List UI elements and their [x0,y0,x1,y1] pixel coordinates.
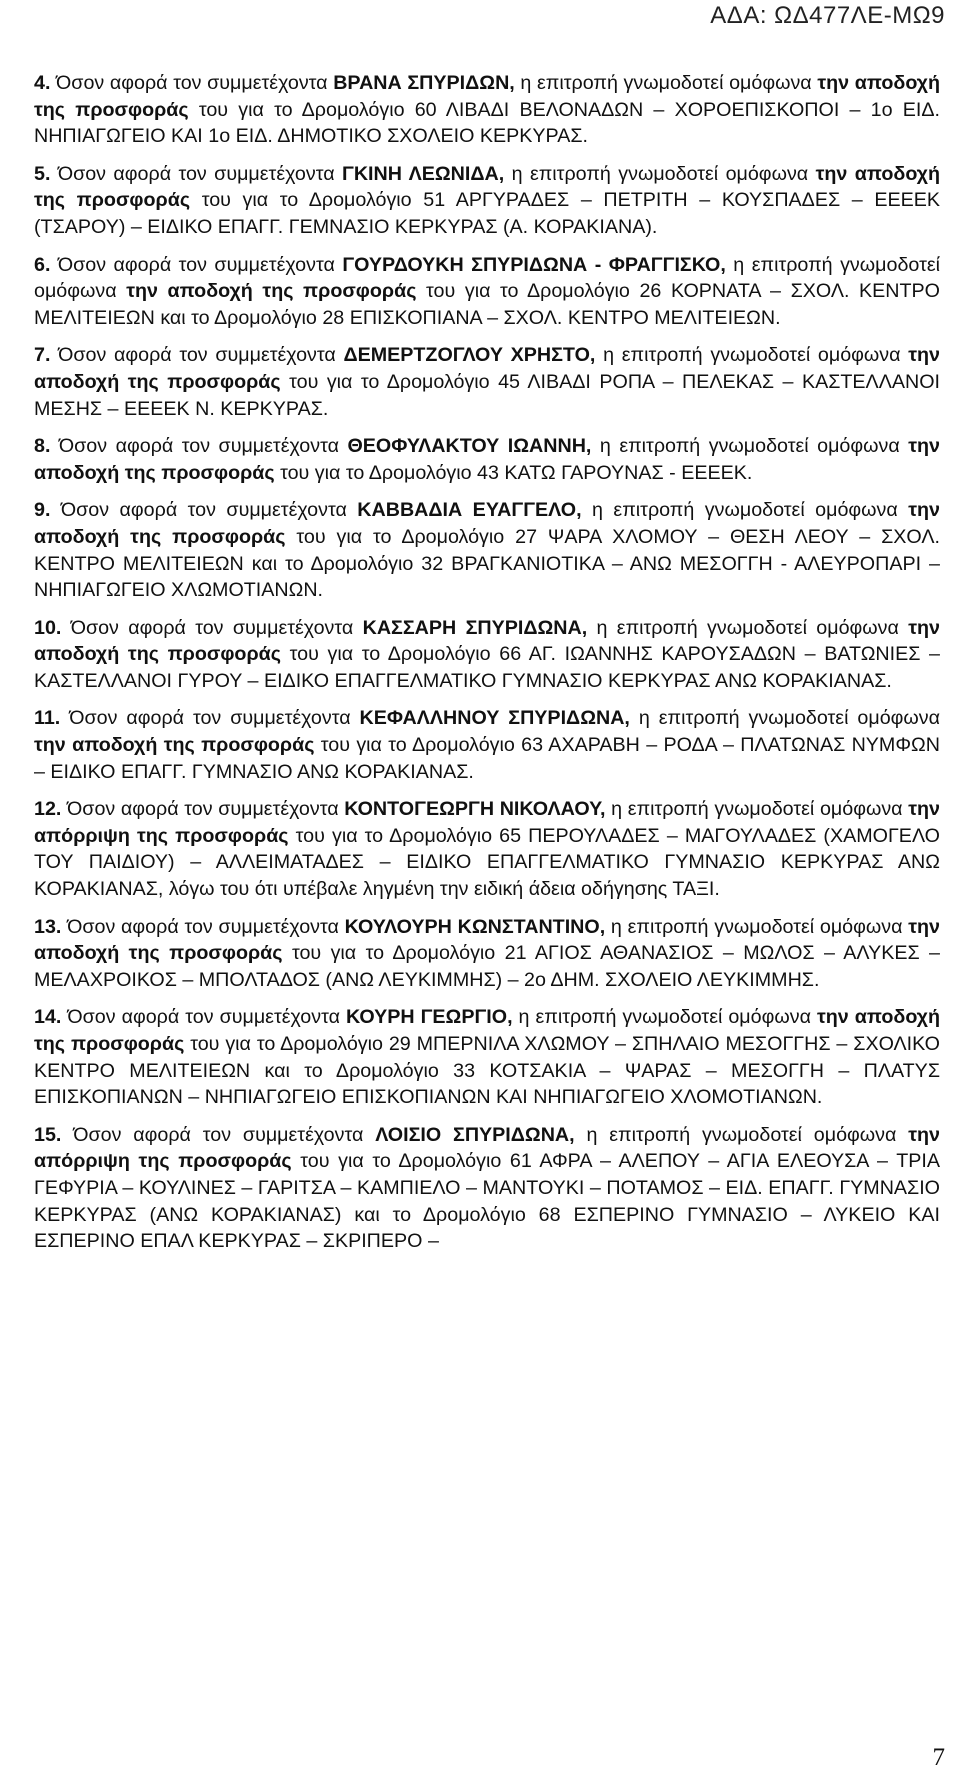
document-body [34,70,940,1266]
list-item: 6. Όσον αφορά τον συμμετέχοντα ΓΟΥΡΔΟΥΚΗ ΣΠΥΡΙΔΩΝΑ - ΦΡΑΓΓΙΣΚΟ, η επιτροπή γνωμοδοτεί ομόφωνα την αποδοχή της προσφοράς του για το Δρομολόγιο 26 ΚΟΡΝΑΤΑ – ΣΧΟΛ. ΚΕΝΤΡΟ ΜΕΛΙΤΕΙΕΩΝ και το Δρομολόγιο 28 ΕΠΙΣΚΟΠΙΑΝΑ – ΣΧΟΛ. ΚΕΝΤΡΟ ΜΕΛΙΤΕΙΕΩΝ. [34,253,940,329]
list-item: 14. Όσον αφορά τον συμμετέχοντα ΚΟΥΡΗ ΓΕΩΡΓΙΟ, η επιτροπή γνωμοδοτεί ομόφωνα την αποδοχή της προσφοράς του για το Δρομολόγιο 29 ΜΠΕΡΝΙΛΑ ΧΛΩΜΟΥ – ΣΠΗΛΑΙΟ ΜΕΣΟΓΓΗΣ – ΣΧΟΛΙΚΟ ΚΕΝΤΡΟ ΜΕΛΙΤΕΙΕΩΝ και το Δρομολόγιο 33 ΚΟΤΣΑΚΙΑ – ΨΑΡΑΣ – ΜΕΣΟΓΓΗ – ΠΛΑΤΥΣ ΕΠΙΣΚΟΠΙΑΝΩΝ – ΝΗΠΙΑΓΩΓΕΙΟ ΕΠΙΣΚΟΠΙΑΝΩΝ ΚΑΙ ΝΗΠΙΑΓΩΓΕΙΟ ΧΛΟΜΟΤΙΑΝΩΝ. [34,1006,941,1109]
list-item: 7. Όσον αφορά τον συμμετέχοντα ΔΕΜΕΡΤΖΟΓΛΟΥ ΧΡΗΣΤΟ, η επιτροπή γνωμοδοτεί ομόφωνα την αποδοχή της προσφοράς του για το Δρομολόγιο 45 ΛΙΒΑΔΙ ΡΟΠΑ – ΠΕΛΕΚΑΣ – ΚΑΣΤΕΛΛΑΝΟΙ ΜΕΣΗΣ – ΕΕΕΕΚ Ν. ΚΕΡΚΥΡΑΣ. [34,344,940,420]
ada-code: ΑΔΑ: ΩΔ477ΛΕ-ΜΩ9 [710,2,945,29]
list-item: 9. Όσον αφορά τον συμμετέχοντα ΚΑΒΒΑΔΙΑ ΕΥΑΓΓΕΛΟ, η επιτροπή γνωμοδοτεί ομόφωνα την αποδοχή της προσφοράς του για το Δρομολόγιο 27 ΨΑΡΑ ΧΛΟΜΟΥ – ΘΕΣΗ ΛΕΟΥ – ΣΧΟΛ. ΚΕΝΤΡΟ ΜΕΛΙΤΕΙΕΩΝ και το Δρομολόγιο 32 ΒΡΑΓΚΑΝΙΟΤΙΚΑ – ΑΝΩ ΜΕΣΟΓΓΗ - ΑΛΕΥΡΟΠΑΡΙ – ΝΗΠΙΑΓΩΓΕΙΟ ΧΛΩΜΟΤΙΑΝΩΝ. [34,499,940,602]
list-item: 13. Όσον αφορά τον συμμετέχοντα ΚΟΥΛΟΥΡΗ ΚΩΝΣΤΑΝΤΙΝΟ, η επιτροπή γνωμοδοτεί ομόφωνα την αποδοχή της προσφοράς του για το Δρομολόγιο 21 ΑΓΙΟΣ ΑΘΑΝΑΣΙΟΣ – ΜΩΛΟΣ – ΑΛΥΚΕΣ – ΜΕΛΑΧΡΟΙΚΟΣ – ΜΠΟΛΤΑΔΟΣ (ΑΝΩ ΛΕΥΚΙΜΜΗΣ) – 2ο ΔΗΜ. ΣΧΟΛΕΙΟ ΛΕΥΚΙΜΜΗΣ. [34,915,940,991]
list-item: 8. Όσον αφορά τον συμμετέχοντα ΘΕΟΦΥΛΑΚΤΟΥ ΙΩΑΝΝΗ, η επιτροπή γνωμοδοτεί ομόφωνα την αποδοχή της προσφοράς του για το Δρομολόγιο 43 ΚΑΤΩ ΓΑΡΟΥΝΑΣ - ΕΕΕΕΚ. [34,435,940,484]
list-item: 11. Όσον αφορά τον συμμετέχοντα ΚΕΦΑΛΛΗΝΟΥ ΣΠΥΡΙΔΩΝΑ, η επιτροπή γνωμοδοτεί ομόφωνα την αποδοχή της προσφοράς του για το Δρομολόγιο 63 ΑΧΑΡΑΒΗ – ΡΟΔΑ – ΠΛΑΤΩΝΑΣ ΝΥΜΦΩΝ – ΕΙΔΙΚΟ ΕΠΑΓΓ. ΓΥΜΝΑΣΙΟ ΑΝΩ ΚΟΡΑΚΙΑΝΑΣ. [34,707,941,783]
list-item: 10. Όσον αφορά τον συμμετέχοντα ΚΑΣΣΑΡΗ ΣΠΥΡΙΔΩΝΑ, η επιτροπή γνωμοδοτεί ομόφωνα την αποδοχή της προσφοράς του για το Δρομολόγιο 66 ΑΓ. ΙΩΑΝΝΗΣ ΚΑΡΟΥΣΑΔΩΝ – ΒΑΤΩΝΙΕΣ – ΚΑΣΤΕΛΛΑΝΟΙ ΓΥΡΟΥ – ΕΙΔΙΚΟ ΕΠΑΓΓΕΛΜΑΤΙΚΟ ΓΥΜΝΑΣΙΟ ΚΕΡΚΥΡΑΣ ΑΝΩ ΚΟΡΑΚΙΑΝΑΣ. [34,616,940,692]
list-item: 12. Όσον αφορά τον συμμετέχοντα ΚΟΝΤΟΓΕΩΡΓΗ ΝΙΚΟΛΑΟΥ, η επιτροπή γνωμοδοτεί ομόφωνα την απόρριψη της προσφοράς του για το Δρομολόγιο 65 ΠΕΡΟΥΛΑΔΕΣ – ΜΑΓΟΥΛΑΔΕΣ (ΧΑΜΟΓΕΛΟ ΤΟΥ ΠΑΙΔΙΟΥ) – ΑΛΛΕΙΜΑΤΑΔΕΣ – ΕΙΔΙΚΟ ΕΠΑΓΓΕΛΜΑΤΙΚΟ ΓΥΜΝΑΣΙΟ ΚΕΡΚΥΡΑΣ ΑΝΩ ΚΟΡΑΚΙΑΝΑΣ, λόγω του ότι υπέβαλε ληγμένη την ειδική άδεια οδήγησης ΤΑΞΙ. [34,798,940,901]
list-item: 5. Όσον αφορά τον συμμετέχοντα ΓΚΙΝΗ ΛΕΩΝΙΔΑ, η επιτροπή γνωμοδοτεί ομόφωνα την αποδοχή της προσφοράς του για το Δρομολόγιο 51 ΑΡΓΥΡΑΔΕΣ – ΠΕΤΡΙΤΗ – ΚΟΥΣΠΑΔΕΣ – ΕΕΕΕΚ (ΤΣΑΡΟΥ) – ΕΙΔΙΚΟ ΕΠΑΓΓ. ΓΕΜΝΑΣΙΟ ΚΕΡΚΥΡΑΣ (Α. ΚΟΡΑΚΙΑΝΑ). [34,162,941,238]
list-item: 4. Όσον αφορά τον συμμετέχοντα ΒΡΑΝΑ ΣΠΥΡΙΔΩΝ, η επιτροπή γνωμοδοτεί ομόφωνα την αποδοχή της προσφοράς του για το Δρομολόγιο 60 ΛΙΒΑΔΙ ΒΕΛΟΝΑΔΩΝ – ΧΟΡΟΕΠΙΣΚΟΠΟΙ – 1ο ΕΙΔ. ΝΗΠΙΑΓΩΓΕΙΟ ΚΑΙ 1ο ΕΙΔ. ΔΗΜΟΤΙΚΟ ΣΧΟΛΕΙΟ ΚΕΡΚΥΡΑΣ. [34,72,941,148]
list-item: 15. Όσον αφορά τον συμμετέχοντα ΛΟΙΣΙΟ ΣΠΥΡΙΔΩΝΑ, η επιτροπή γνωμοδοτεί ομόφωνα την απόρριψη της προσφοράς του για το Δρομολόγιο 61 ΑΦΡΑ – ΑΛΕΠΟΥ – ΑΓΙΑ ΕΛΕΟΥΣΑ – ΤΡΙΑ ΓΕΦΥΡΙΑ – ΚΟΥΛΙΝΕΣ – ΓΑΡΙΤΣΑ – ΚΑΜΠΙΕΛΟ – ΜΑΝΤΟΥΚΙ – ΠΟΤΑΜΟΣ – ΕΙΔ. ΕΠΑΓΓ. ΓΥΜΝΑΣΙΟ ΚΕΡΚΥΡΑΣ (ΑΝΩ ΚΟΡΑΚΙΑΝΑΣ) και το Δρομολόγιο 68 ΕΣΠΕΡΙΝΟ ΓΥΜΝΑΣΙΟ – ΛΥΚΕΙΟ ΚΑΙ ΕΣΠΕΡΙΝΟ ΕΠΑΛ ΚΕΡΚΥΡΑΣ – ΣΚΡΙΠΕΡΟ – [34,1123,940,1253]
page-number: 7 [932,1744,945,1771]
